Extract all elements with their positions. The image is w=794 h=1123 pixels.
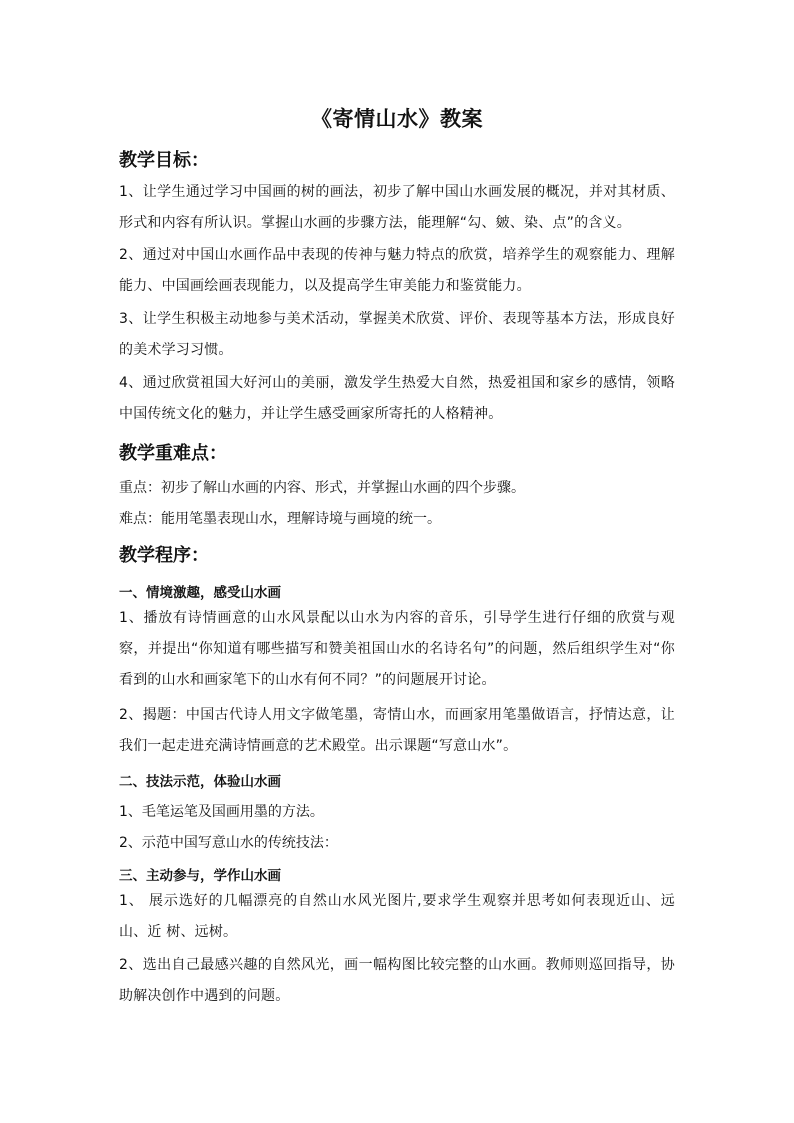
keypoint-difficulty: 难点：能用笔墨表现山水，理解诗境与画境的统一。 <box>119 511 441 527</box>
section3-title: 三、主动参与，学作山水画 <box>119 868 281 884</box>
keypoint-focus: 重点：初步了解山水画的内容、形式，并掌握山水画的四个步骤。 <box>119 480 525 496</box>
keypoints-heading: 教学重难点： <box>119 443 227 464</box>
goal-item-1: 1、让学生通过学习中国画的树的画法，初步了解中国山水画发展的概况，并对其材质、形式和内容有所认识。掌握山水画的步骤方法，能理解“勾、皴、染、点”的含义。 <box>119 184 675 231</box>
goal-item-2: 2、通过对中国山水画作品中表现的传神与魅力特点的欣赏，培养学生的观察能力、理解能力、中国画绘画表现能力，以及提高学生审美能力和鉴赏能力。 <box>119 247 675 294</box>
section1-item-2: 2、揭题：中国古代诗人用文字做笔墨，寄情山水，而画家用笔墨做语言，抒情达意，让我们一起走进充满诗情画意的艺术殿堂。出示课题“写意山水”。 <box>119 707 675 754</box>
document-title: 《寄情山水》教案 <box>311 107 483 131</box>
procedure-heading: 教学程序： <box>119 545 209 566</box>
section2-item-2: 2、示范中国写意山水的传统技法： <box>119 835 338 851</box>
section1-item-1: 1、播放有诗情画意的山水风景配以山水为内容的音乐，引导学生进行仔细的欣赏与观察，并提出“你知道有哪些描写和赞美祖国山水的名诗名句”的问题，然后组织学生对“你看到的山水和画家笔下的山水有何不同？”的问题展开讨论。 <box>119 610 675 688</box>
section3-item-1: 1、 展示选好的几幅漂亮的自然山水风光图片,要求学生观察并思考如何表现近山、远山、近 树、远树。 <box>119 893 675 940</box>
goal-item-4: 4、通过欣赏祖国大好河山的美丽，激发学生热爱大自然，热爱祖国和家乡的感情，领略中国传统文化的魅力，并让学生感受画家所寄托的人格精神。 <box>119 375 675 422</box>
section2-item-1: 1、毛笔运笔及国画用墨的方法。 <box>119 804 324 820</box>
goal-item-3: 3、让学生积极主动地参与美术活动，掌握美术欣赏、评价、表现等基本方法，形成良好的美术学习习惯。 <box>119 311 675 358</box>
goals-heading: 教学目标： <box>119 150 209 171</box>
section3-item-2: 2、选出自己最感兴趣的自然风光，画一幅构图比较完整的山水画。教师则巡回指导，协助解决创作中遇到的问题。 <box>119 957 675 1004</box>
section2-title: 二、技法示范，体验山水画 <box>119 774 281 790</box>
section1-title: 一、情境激趣，感受山水画 <box>119 585 281 601</box>
